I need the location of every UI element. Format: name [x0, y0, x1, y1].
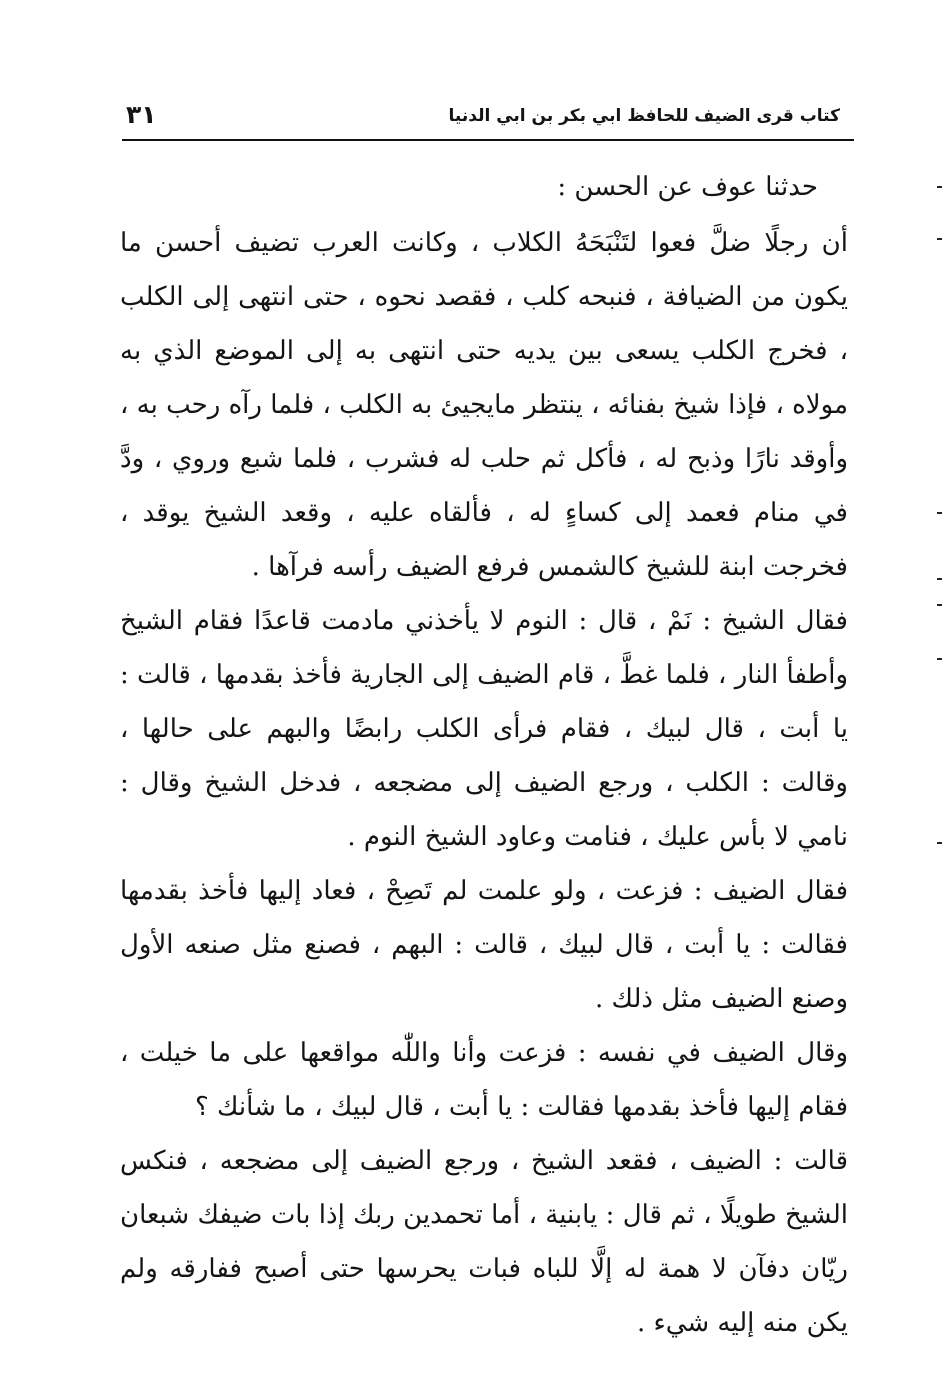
running-title: كتاب قرى الضيف للحافظ ابي بكر بن ابي الدنيا	[448, 106, 840, 126]
scan-edge-mark	[937, 238, 942, 240]
paragraph-4: وقال الضيف في نفسه : فزعت وأنا واللّٰه مواقعها على ما خيلت ، فقام إليها فأخذ بقدمها فقالت : يا أبت ، قال لبيك ، ما شأنك ؟	[120, 1038, 848, 1122]
scan-edge-mark	[937, 512, 942, 514]
body-text	[120, 160, 848, 1350]
paragraph-2: فقال الشيخ : نَمْ ، قال : النوم لا يأخذني مادمت قاعدًا فقام الشيخ وأطفأ النار ، فلما غطَّ ، قام الضيف إلى الجارية فأخذ بقدمها ، قالت : يا أبت ، قال لبيك ، فقام فرأى الكلب رابضًا والبهم على حالها ، وقالت : الكلب ، ورجع الضيف إلى مضجعه ، فدخل الشيخ وقال : نامي لا بأس عليك ، فنامت وعاود الشيخ النوم .	[120, 606, 848, 852]
page-header	[122, 98, 854, 138]
scan-edge-mark	[937, 578, 942, 580]
scan-edge-mark	[937, 604, 942, 606]
paragraph-3: فقال الضيف : فزعت ، ولو علمت لم تَصِحْ ، فعاد إليها فأخذ بقدمها فقالت : يا أبت ، قال لبيك ، قالت : البهم ، فصنع مثل صنعه الأول وصنع الضيف مثل ذلك .	[120, 876, 848, 1014]
paragraph-5: قالت : الضيف ، فقعد الشيخ ، ورجع الضيف إلى مضجعه ، فنكس الشيخ طويلًا ، ثم قال : يابنية ، أما تحمدين ربك إذا بات ضيفك شبعان ريّان دفآن لا همة له إلَّا للباه فبات يحرسها حتى أصبح ففارقه ولم يكن منه إليه شيء .	[120, 1146, 848, 1338]
page-number: ٣١	[126, 100, 157, 129]
scan-edge-mark	[937, 842, 942, 844]
paragraph-1: أن رجلًا ضلَّ فعوا لتَنْبَحَهُ الكلاب ، وكانت العرب تضيف أحسن ما يكون من الضيافة ، فنبحه كلب ، فقصد نحوه ، حتى انتهى إلى الكلب ، فخرج الكلب يسعى بين يديه حتى انتهى به إلى الموضع الذي به مولاه ، فإذا شيخ بفنائه ، ينتظر مايجيئ به الكلب ، فلما رآه رحب به ، وأوقد نارًا وذبح له ، فأكل ثم حلب له فشرب ، فلما شبع وروي ، ودَّ في منام فعمد إلى كساءٍ له ، فألقاه عليه ، وقعد الشيخ يوقد ، فخرجت ابنة للشيخ كالشمس فرفع الضيف رأسه فرآها .	[120, 228, 848, 582]
header-rule	[122, 139, 854, 141]
isnad-line: حدثنا عوف عن الحسن :	[557, 172, 818, 202]
scan-edge-mark	[937, 186, 942, 188]
scan-edge-mark	[937, 658, 942, 660]
